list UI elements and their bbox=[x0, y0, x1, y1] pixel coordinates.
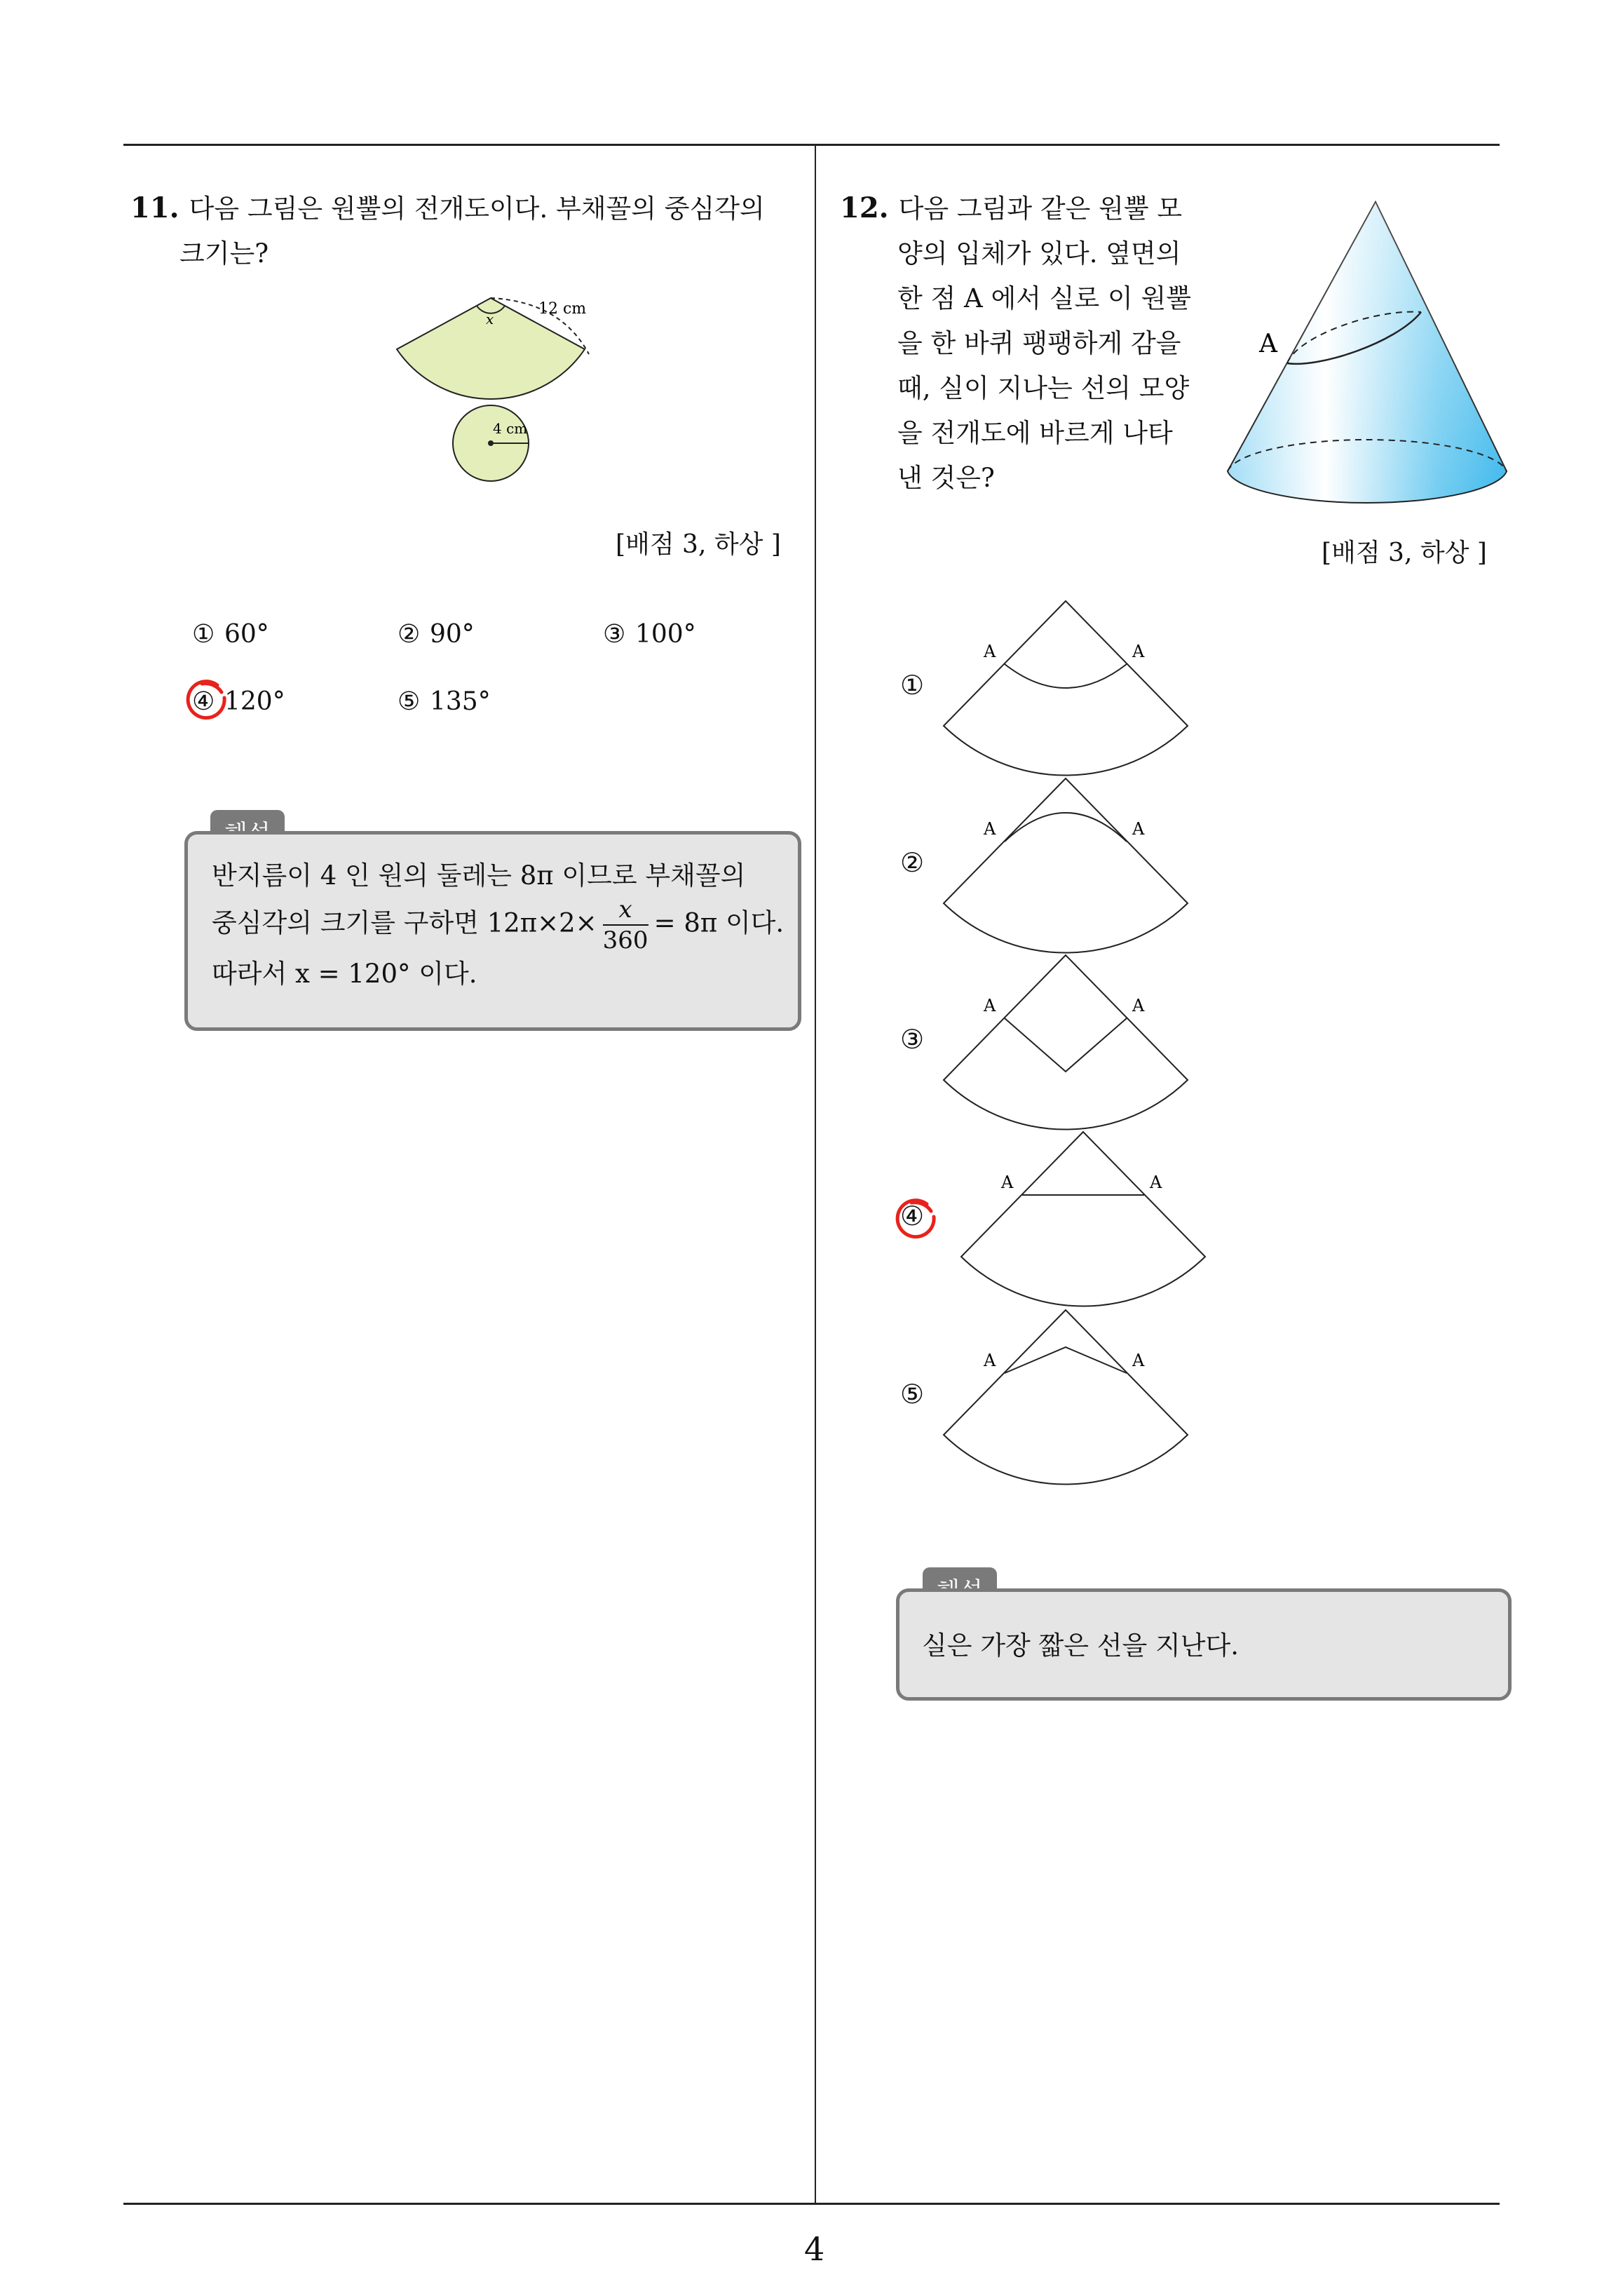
solution-line1: 반지름이 4 인 원의 둘레는 8π 이므로 부채꼴의 bbox=[212, 860, 746, 891]
option-marker: ② bbox=[900, 847, 925, 878]
question-text-line1: 다음 그림은 원뿔의 전개도이다. 부채꼴의 중심각의 bbox=[189, 194, 765, 224]
answer-circle-mark bbox=[890, 1196, 944, 1249]
point-a-right-label: A bbox=[1132, 996, 1145, 1015]
radius-label: 4 cm bbox=[493, 420, 528, 437]
option-marker: ④ bbox=[900, 1201, 925, 1231]
sector-outline bbox=[944, 955, 1188, 1129]
cone-net-figure bbox=[386, 284, 610, 487]
solution-box bbox=[896, 1588, 1512, 1701]
point-a-right-label: A bbox=[1132, 819, 1145, 839]
angle-label: x bbox=[486, 311, 494, 327]
question-11 bbox=[130, 186, 803, 276]
point-a-right-label: A bbox=[1150, 1173, 1162, 1192]
choice-5[interactable]: ⑤ 135° bbox=[398, 687, 491, 716]
point-a-label: A bbox=[1259, 330, 1277, 358]
point-a-left-label: A bbox=[1001, 1173, 1014, 1192]
choice-2[interactable]: ② 90° bbox=[398, 620, 475, 649]
point-a-right-label: A bbox=[1132, 642, 1145, 661]
solution-box: 반지름이 4 인 원의 둘레는 8π 이므로 부채꼴의 중심각의 크기를 구하면 12π×2× $\frac{x}{360}$ = 8π 이다. 따라서 x = 120° 이다. bbox=[184, 831, 801, 1031]
slant-length-label: 12 cm bbox=[538, 300, 587, 318]
answer-circle-mark bbox=[181, 677, 234, 730]
page-number: 4 bbox=[804, 2230, 825, 2268]
solution-line3: 따라서 x = 120° 이다. bbox=[212, 959, 477, 989]
sector-outline bbox=[944, 1310, 1188, 1484]
net-figure bbox=[925, 777, 1220, 959]
point-a-left-label: A bbox=[984, 996, 996, 1015]
question-number: 11. bbox=[130, 191, 179, 224]
net-figure bbox=[943, 1130, 1237, 1313]
score-label: [배점 3, 하상 ] bbox=[1322, 539, 1487, 567]
net-figure bbox=[925, 954, 1220, 1136]
sector-outline bbox=[961, 1132, 1205, 1306]
point-a-left-label: A bbox=[984, 1351, 996, 1370]
question-12: 12. 다음 그림과 같은 원뿔 모 양의 입체가 있다. 옆면의 한 점 A 에서 실로 이 원뿔 을 한 바퀴 팽팽하게 감을 때, 실이 지나는 선의 모양 을 전개도에 바르게 나타 낸 것은? bbox=[840, 191, 1191, 493]
column-divider bbox=[815, 144, 816, 2204]
point-a-left-label: A bbox=[984, 819, 996, 839]
choice-4[interactable]: ④ 120° bbox=[192, 687, 285, 716]
question-number: 12. bbox=[840, 191, 889, 224]
top-rule bbox=[123, 144, 1500, 146]
choice-3[interactable]: ③ 100° bbox=[603, 620, 696, 649]
solution-line2: 중심각의 크기를 구하면 12π×2× bbox=[212, 907, 597, 938]
cone-figure bbox=[1220, 196, 1514, 533]
option-marker: ⑤ bbox=[900, 1379, 925, 1410]
point-a-right-label: A bbox=[1132, 1351, 1145, 1370]
solution-text: 실은 가장 짧은 선을 지난다. bbox=[922, 1630, 1239, 1661]
option-marker: ③ bbox=[900, 1024, 925, 1055]
net-figure bbox=[925, 1309, 1220, 1491]
score-label: [배점 3, 하상 ] bbox=[616, 530, 781, 559]
bottom-rule bbox=[123, 2203, 1500, 2205]
choice-1[interactable]: ① 60° bbox=[192, 620, 269, 649]
net-figure bbox=[925, 600, 1220, 782]
question-text-line2: 크기는? bbox=[179, 238, 269, 269]
point-a-left-label: A bbox=[984, 642, 996, 661]
sector-outline bbox=[944, 778, 1188, 952]
option-marker: ① bbox=[900, 670, 925, 701]
fraction: $\frac{x}{360}$ bbox=[602, 896, 648, 954]
